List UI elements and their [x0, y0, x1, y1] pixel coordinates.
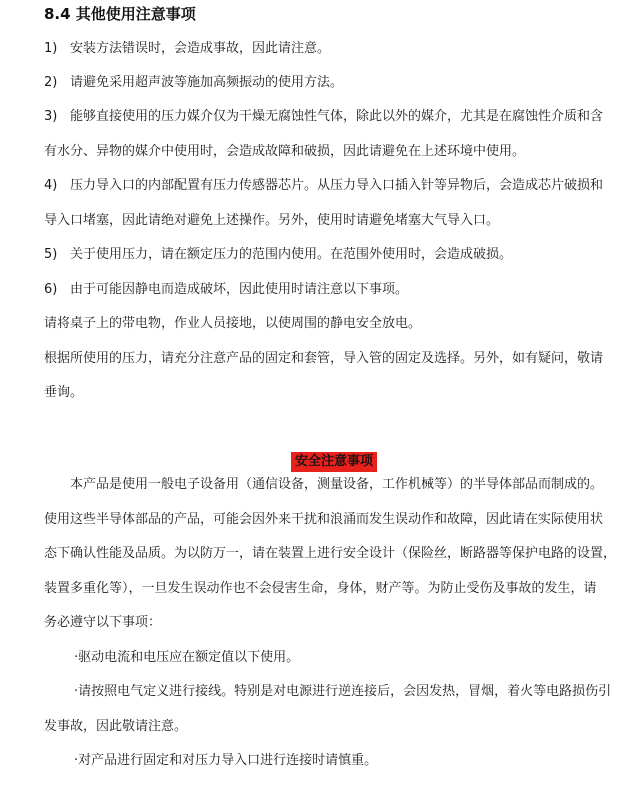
item-number: 5)	[44, 247, 58, 262]
safety-bullet-3: ·对产品进行固定和对压力导入口进行连接时请慎重。	[74, 753, 378, 768]
safety-paragraph-2-line1: 使用这些半导体部品的产品，可能会因外来干扰和浪涌而发生误动作和故障，因此请在实际使用状	[44, 512, 604, 527]
section-heading: 8.4 其他使用注意事项	[44, 5, 196, 23]
item-text: 请避免采用超声波等施加高频振动的使用方法。	[70, 75, 344, 90]
list-item-6	[44, 281, 408, 299]
list-item-4	[44, 177, 603, 195]
safety-paragraph-2-line4: 务必遵守以下事项：	[44, 615, 162, 630]
safety-title: 安全注意事项	[291, 452, 377, 472]
item-number: 6)	[44, 282, 58, 297]
safety-bullet-1: ·驱动电流和电压应在额定值以下使用。	[74, 650, 300, 665]
safety-paragraph-2-line2: 态下确认性能及品质。为以防万一，请在装置上进行安全设计（保险丝，断路器等保护电路的设置，	[44, 546, 617, 561]
item-number: 2)	[44, 75, 58, 90]
list-item-2	[44, 74, 343, 92]
safety-bullet-2-line1: ·请按照电气定义进行接线。特别是对电源进行逆连接后，会因发热，冒烟，着火等电路损伤引	[74, 684, 612, 699]
list-item-4-continuation: 导入口堵塞，因此请绝对避免上述操作。另外，使用时请避免堵塞大气导入口。	[44, 213, 500, 228]
note-pressure-line1: 根据所使用的压力，请充分注意产品的固定和套管，导入管的固定及选择。另外，如有疑问，敬请	[44, 351, 604, 366]
safety-paragraph-2-line3: 装置多重化等），一旦发生误动作也不会侵害生命，身体，财产等。为防止受伤及事故的发生，请	[44, 581, 597, 596]
safety-paragraph-1: 本产品是使用一般电子设备用（通信设备，测量设备，工作机械等）的半导体部品而制成的。	[70, 477, 604, 492]
list-item-5	[44, 246, 512, 264]
item-number: 3)	[44, 109, 58, 124]
list-item-1	[44, 40, 330, 58]
note-pressure-line2: 垂询。	[44, 385, 84, 400]
item-text: 关于使用压力，请在额定压力的范围内使用。在范围外使用时，会造成破损。	[70, 247, 513, 262]
item-number: 1)	[44, 41, 58, 56]
item-text: 压力导入口的内部配置有压力传感器芯片。从压力导入口插入针等异物后，会造成芯片破损和	[70, 178, 604, 193]
safety-bullet-2-line2: 发事故，因此敬请注意。	[44, 719, 188, 734]
list-item-3-continuation: 有水分、异物的媒介中使用时，会造成故障和破损，因此请避免在上述环境中使用。	[44, 144, 526, 159]
item-text: 由于可能因静电而造成破坏，因此使用时请注意以下事项。	[70, 282, 409, 297]
item-number: 4)	[44, 178, 58, 193]
item-text: 能够直接使用的压力媒介仅为干燥无腐蚀性气体，除此以外的媒介，尤其是在腐蚀性介质和含	[70, 109, 604, 124]
item-text: 安装方法错误时，会造成事故，因此请注意。	[70, 41, 331, 56]
list-item-3	[44, 108, 603, 126]
note-grounding: 请将桌子上的带电物，作业人员接地，以使周围的静电安全放电。	[44, 316, 422, 331]
